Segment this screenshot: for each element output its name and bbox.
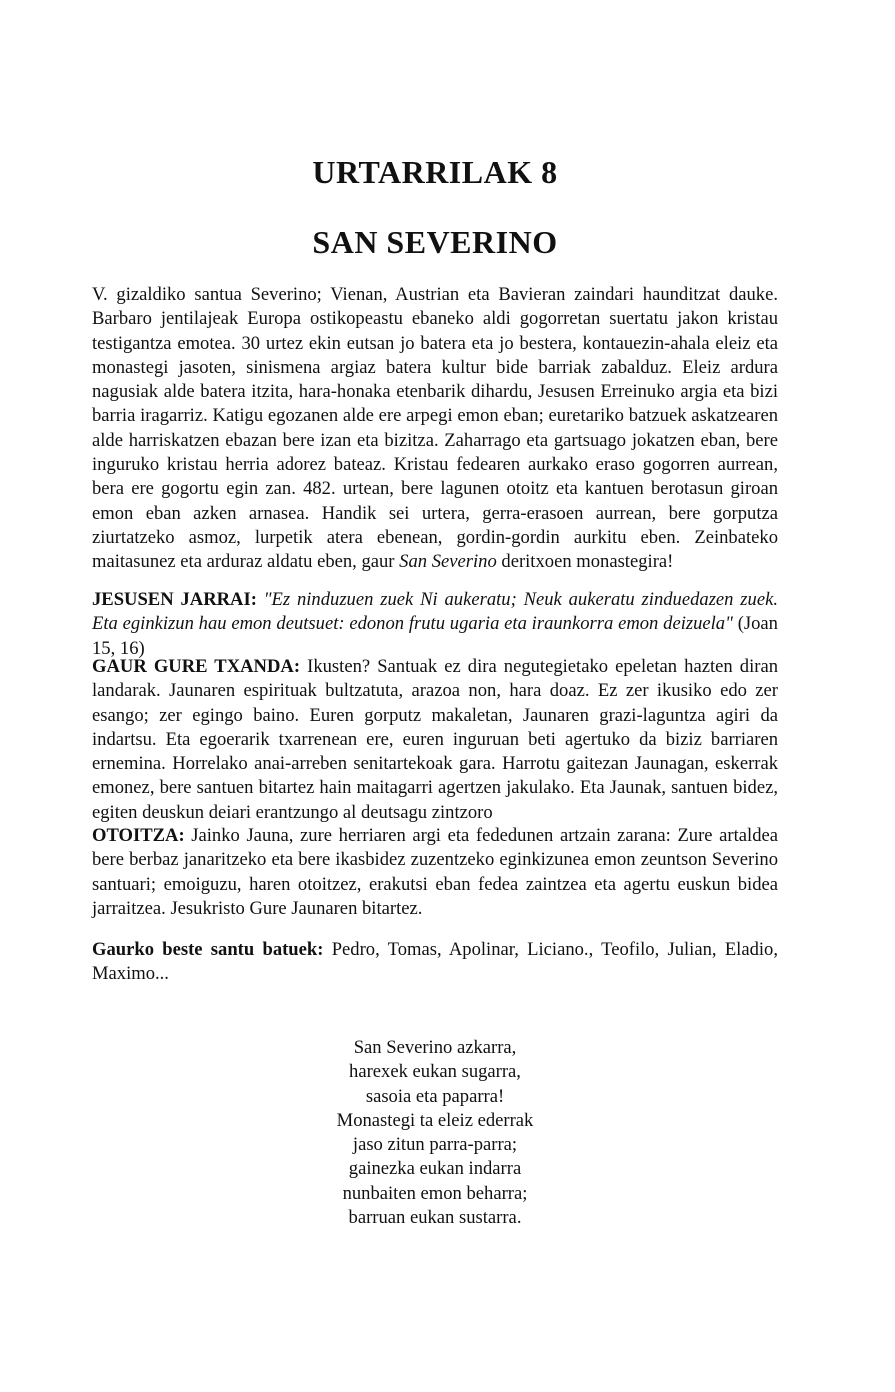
beste-santuak-label: Gaurko beste santu batuek: [92, 939, 324, 960]
poem-line: San Severino azkarra, [353, 1037, 517, 1058]
intro-text-part2: deritxoen monastegira! [496, 551, 674, 573]
beste-santuak-text: Pedro, Tomas, Apolinar, Liciano., Teofilo, Julian, Eladio, Maximo... [92, 939, 779, 985]
jesusen-jarrai-paragraph [92, 588, 778, 661]
beste-santuak-paragraph [92, 938, 778, 987]
jesusen-jarrai-quote: "Ez ninduzuen zuek Ni aukeratu; Neuk aukeratu zinduedazen zuek. Eta eginkizun hau emon deutsuet: edonon frutu ugaria eta iraunkorra emon deizuela" [92, 589, 778, 635]
poem-line: harexek eukan sugarra, [349, 1061, 521, 1083]
poem-line: jaso zitun parra-parra; [352, 1134, 518, 1156]
intro-text-part1: V. gizaldiko santua Severino; Vienan, Austrian eta Bavieran zaindari haunditzat dauke. Barbaro jentilajeak Europa ostikopeastu ebaneko aldi gogorretan suertatu jakon kristau testigantza emotea. 30 urtez ekin eutsan jo batera eta jo bestera, kontauezin-ahala eleiz eta monastegi jasoten, sinismena argiaz batera kultur bide barriak zabalduz. Eleiz ardura nagusiak alde batera itzita, hara-honaka etenbarik dihardu, Jesusen Erreinuko argia eta bizi barria iragarriz. Katigu egozanen alde ere arpegi emon eban; euretariko batzuek askatzearen alde harriskatzen ebazan bere izan eta bizitza. Zaharrago eta gartsuago jokatzen eban, bere inguruko kristau herria adorez bateaz. Kristau fedearen aurkako eraso gogorren aurrean, bera ere gogortu egin zan. 482. urtean, bere lagunen otoitz eta kantuen berotasun giroan emon eban azken arnasea. Handik sei urtera, gerra-erasoen aurrean, bere gorputza ziurtatzeko asmoz, lurpetik atera ebenean, gordin-gordin aurkitu eben. Zeinbateko maitasunez eta arduraz aldatu eben, gaur [92, 284, 778, 573]
otoitza-label: OTOITZA: [92, 825, 185, 846]
intro-emphasis: San Severino [399, 551, 497, 573]
otoitza-paragraph [92, 824, 778, 921]
date-title: URTARRILAK 8 [312, 154, 558, 190]
gaur-gure-txanda-text: Ikusten? Santuak ez dira negutegietako epeletan hazten diran landarak. Jaunaren espirituak bultzatuta, arazoa non, hara doaz. Ez zer ikusiko edo zer esango; zer egingo baino. Euren gorputz makaletan, Jaunaren grazi-laguntza agiri da indartsu. Eta egoerarik txarrenean ere, euren inguruan beti agertuko da biziz barriaren ernemina. Horrelako anai-arreben senitartekoak gara. Harrotu gaitezan Jaunagan, eskerrak emonez, bere santuen bitartez hain maitagarri agertzen jakulako. Eta Jaunak, santuen bidez, egiten deuskun deiari erantzungo al deutsagu zintzoro [92, 656, 778, 823]
jesusen-jarrai-reference: (Joan 15, 16) [92, 613, 778, 659]
poem-line: gainezka eukan indarra [348, 1158, 522, 1180]
gaur-gure-txanda-label: GAUR GURE TXANDA: [92, 656, 301, 677]
poem [92, 1036, 778, 1230]
intro-paragraph [92, 283, 778, 575]
poem-line: sasoia eta paparra! [365, 1085, 505, 1107]
otoitza-text: Jainko Jauna, zure herriaren argi eta fededunen artzain zarana: Zure artaldea bere berbaz janaritzeko eta bere ikasbidez zuzentzeko eginkizunea emon zeuntson Severino santuari; emoiguzu, haren otoitzez, erakutsi eban fedea zaintzea eta agertu euskun bidea jarraitzea. Jesukristo Gure Jaunaren bitartez. [92, 825, 778, 919]
gaur-gure-txanda-paragraph [92, 655, 778, 825]
poem-line: nunbaiten emon beharra; [342, 1182, 528, 1204]
saint-title: SAN SEVERINO [312, 224, 558, 260]
poem-line: barruan eukan sustarra. [348, 1207, 522, 1229]
poem-line: Monastegi ta eleiz ederrak [336, 1109, 534, 1131]
jesusen-jarrai-label: JESUSEN JARRAI: [92, 589, 257, 610]
